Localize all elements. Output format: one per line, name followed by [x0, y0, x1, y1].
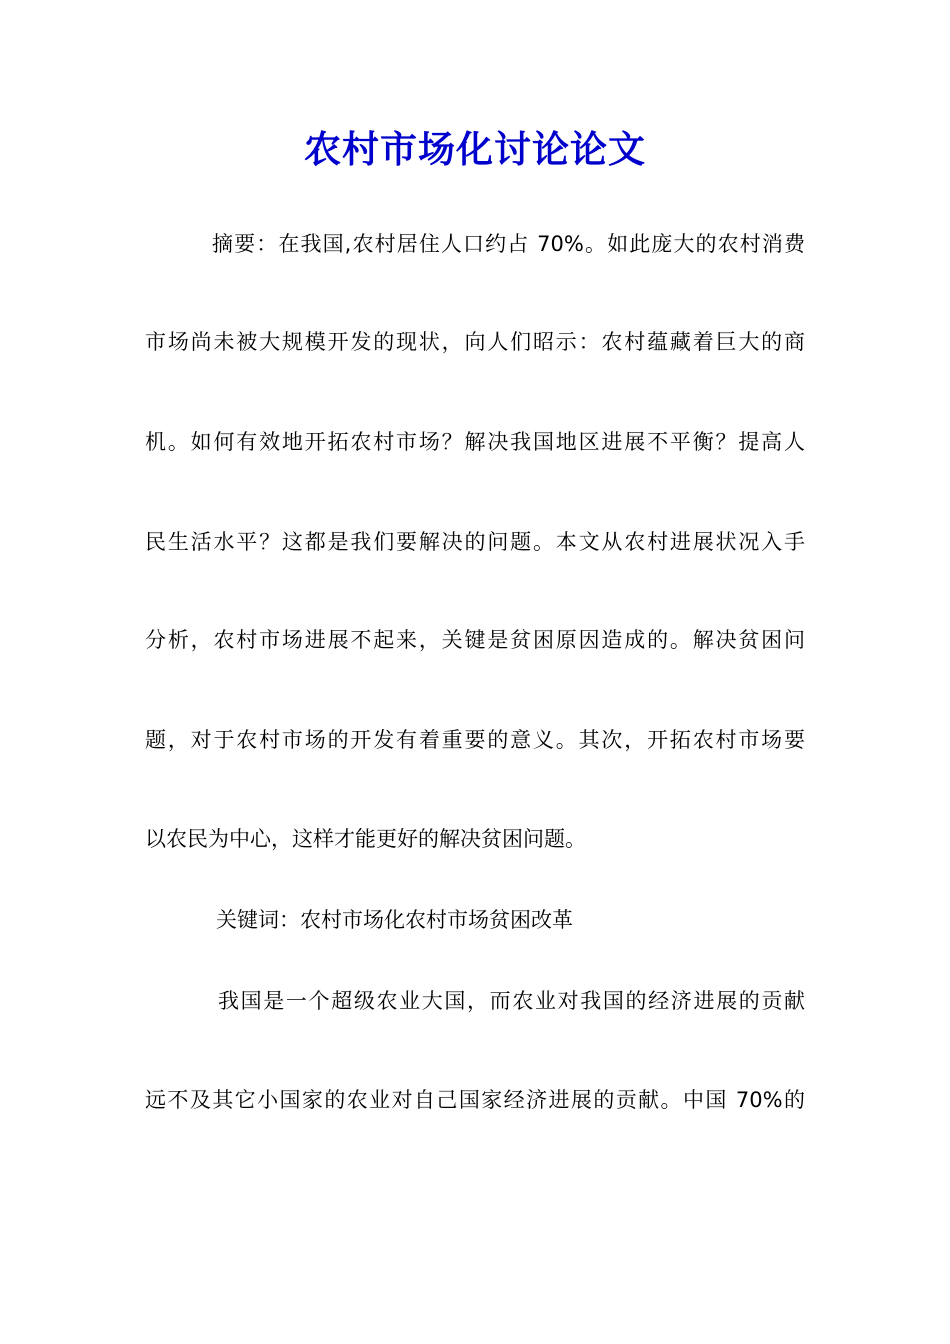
abstract-line-5: 分析，农村市场进展不起来，关键是贫困原因造成的。解决贫困问: [145, 628, 805, 652]
body-line-1: 我国是一个超级农业大国，而农业对我国的经济进展的贡献: [218, 989, 805, 1013]
document-title: 农村市场化讨论论文: [304, 127, 646, 171]
abstract-line-4: 民生活水平？这都是我们要解决的问题。本文从农村进展状况入手: [145, 530, 805, 554]
abstract-line-2: 市场尚未被大规模开发的现状，向人们昭示：农村蕴藏着巨大的商: [145, 330, 805, 354]
abstract-line-1: 摘要：在我国,农村居住人口约占 70%。如此庞大的农村消费: [212, 232, 805, 256]
abstract-line-7: 以农民为中心，这样才能更好的解决贫困问题。: [145, 827, 586, 851]
body-line-2: 远不及其它小国家的农业对自己国家经济进展的贡献。中国 70%的: [145, 1088, 805, 1112]
abstract-line-6: 题，对于农村市场的开发有着重要的意义。其次，开拓农村市场要: [145, 728, 805, 752]
abstract-line-3: 机。如何有效地开拓农村市场？解决我国地区进展不平衡？提高人: [145, 430, 805, 454]
keywords-line: 关键词：农村市场化农村市场贫困改革: [216, 908, 573, 932]
